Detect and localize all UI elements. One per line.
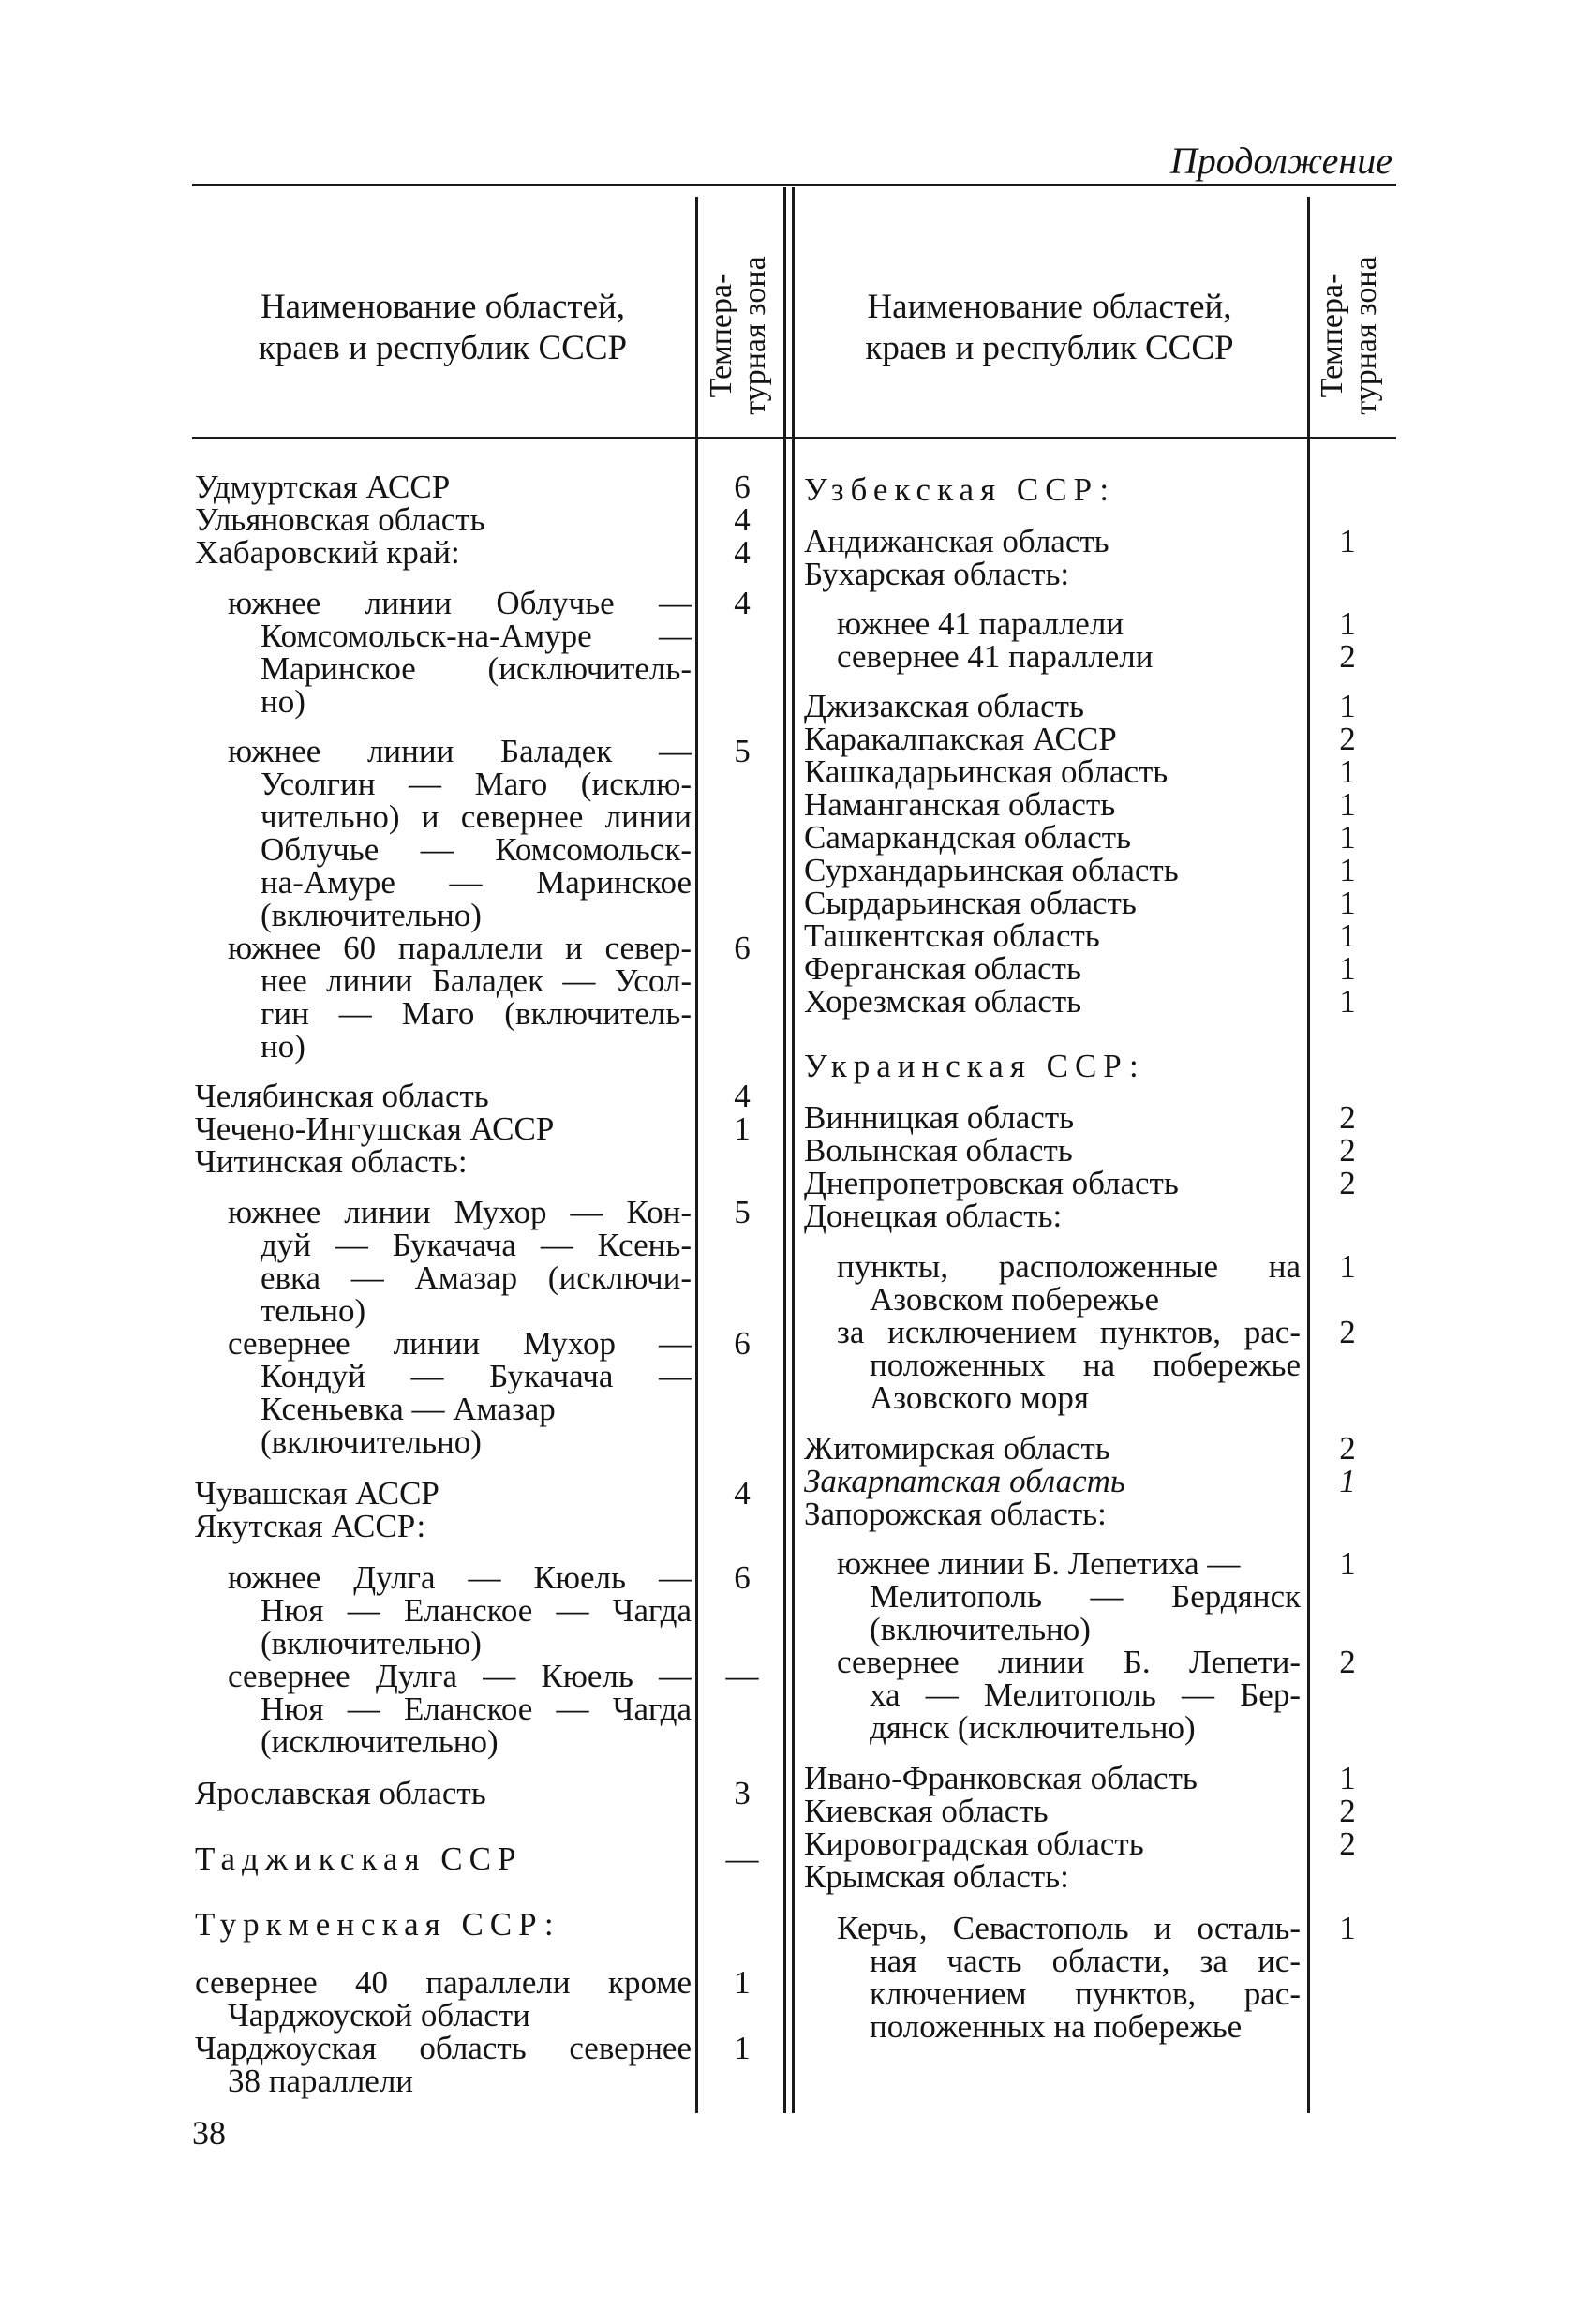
header-name-left: Наименование областей, краев и республик СССР: [258, 288, 628, 367]
table-row: (включительно): [261, 1625, 482, 1661]
zone-value: 4: [734, 534, 751, 571]
center-double-rule-b: [792, 187, 795, 2113]
zone-value: 1: [1339, 819, 1356, 856]
table-row: дуй — Букачача — Ксень-: [261, 1227, 692, 1263]
zone-value: 2: [1339, 1132, 1356, 1169]
table-row: (исключительно): [261, 1723, 499, 1760]
table-row: Узбекская ССР:: [804, 471, 1116, 508]
zone-value: —: [725, 1658, 759, 1694]
zone-value: 1: [1339, 523, 1356, 559]
table-row: Удмуртская АССР: [195, 469, 451, 505]
zone-value: 1: [1339, 1248, 1356, 1285]
zone-value: 1: [1339, 950, 1356, 987]
table-row: Ксеньевка — Амазар: [261, 1391, 556, 1427]
table-row: Сурхандарьинская область: [804, 852, 1179, 888]
zone-value: 1: [1339, 753, 1356, 790]
table-row: севернее линии Мухор —: [228, 1325, 692, 1362]
table-row: Читинская область:: [195, 1143, 468, 1180]
zone-value: 1: [734, 2030, 751, 2066]
header-name-right: Наименование областей, краев и республик СССР: [865, 288, 1234, 367]
zone-value: 2: [1339, 1099, 1356, 1136]
zone-value: 1: [1339, 1910, 1356, 1946]
table-row: тельно): [261, 1292, 366, 1329]
table-row: южнее линии Баладек —: [228, 733, 692, 769]
zone-value: 2: [1339, 1314, 1356, 1350]
right-name-zone-divider: [1307, 197, 1310, 2113]
table-row: Ташкентская область: [804, 917, 1100, 954]
table-row: Запорожская область:: [804, 1496, 1107, 1532]
header-zone-right: Темпера- турная зона: [1315, 256, 1383, 415]
zone-value: 5: [734, 1194, 751, 1230]
table-row: Украинская ССР:: [804, 1048, 1145, 1084]
zone-value: 4: [734, 501, 751, 538]
table-row: Маринское (исключитель-: [261, 650, 692, 687]
table-row: ключением пунктов, рас-: [870, 1975, 1301, 2012]
table-row: Туркменская ССР:: [195, 1906, 560, 1943]
table-row: Ярославская область: [195, 1775, 486, 1811]
table-row: Ивано-Франковская область: [804, 1760, 1198, 1796]
table-row: Житомирская область: [804, 1430, 1110, 1467]
table-row: Кировоградская область: [804, 1825, 1144, 1862]
table-row: Азовском побережье: [870, 1281, 1160, 1318]
zone-value: 2: [1339, 1430, 1356, 1467]
zone-value: 2: [1339, 638, 1356, 675]
zone-value: 1: [1339, 917, 1356, 954]
zone-value: 1: [1339, 852, 1356, 888]
zone-value: 1: [1339, 983, 1356, 1020]
table-row: Хабаровский край:: [195, 534, 460, 571]
zone-value: 1: [1339, 688, 1356, 724]
table-row: Керчь, Севастополь и осталь-: [837, 1910, 1301, 1946]
zone-value: 3: [734, 1775, 751, 1811]
table-row: Ульяновская область: [195, 501, 485, 538]
table-row: Чарджоуской области: [228, 1997, 530, 2034]
zone-value: 2: [1339, 1825, 1356, 1862]
zone-value: 6: [734, 469, 751, 505]
table-row: Каракалпакская АССР: [804, 721, 1117, 757]
table-row: евка — Амазар (исключи-: [261, 1259, 692, 1296]
table-row: за исключением пунктов, рас-: [837, 1314, 1301, 1350]
table-row: Самаркандская область: [804, 819, 1131, 856]
table-row: Мелитополь — Бердянск: [870, 1578, 1301, 1615]
table-row: Усолгин — Маго (исклю-: [261, 766, 692, 802]
continuation-label: Продолжение: [1169, 140, 1392, 182]
table-row: севернее линии Б. Лепети-: [837, 1644, 1301, 1680]
table-row: Азовского моря: [870, 1379, 1089, 1416]
table-row: положенных на побережье: [870, 2008, 1243, 2045]
zone-value: 4: [734, 1078, 751, 1114]
center-double-rule-a: [783, 187, 786, 2113]
table-row: Киевская область: [804, 1793, 1049, 1829]
zone-value: 1: [1339, 1463, 1356, 1499]
table-row: Ферганская область: [804, 950, 1081, 987]
table-row: ная часть области, за ис-: [870, 1943, 1301, 1979]
zone-value: 1: [1339, 1760, 1356, 1796]
table-row: (включительно): [870, 1611, 1091, 1647]
table-row: гин — Маго (включитель-: [261, 995, 692, 1032]
table-row: Нюя — Еланское — Чагда: [261, 1592, 692, 1629]
table-row: южнее линии Облучье —: [228, 585, 692, 621]
table-row: Днепропетровская область: [804, 1165, 1179, 1201]
table-row: южнее 41 параллели: [837, 605, 1124, 642]
page-number: 38: [192, 2114, 226, 2152]
table-row: пункты, расположенные на: [837, 1248, 1301, 1285]
table-row: Чарджоуская область севернее: [195, 2030, 692, 2066]
zone-value: 2: [1339, 1165, 1356, 1201]
zone-value: 2: [1339, 721, 1356, 757]
table-row: Донецкая область:: [804, 1198, 1063, 1234]
zone-value: 6: [734, 930, 751, 966]
table-row: 38 параллели: [228, 2063, 414, 2099]
table-row: чительно) и севернее линии: [261, 798, 692, 835]
zone-value: 6: [734, 1559, 751, 1596]
zone-value: 1: [1339, 605, 1356, 642]
table-row: Облучье — Комсомольск-: [261, 831, 692, 868]
table-row: Чечено-Ингушская АССР: [195, 1110, 555, 1147]
table-row: дянск (исключительно): [870, 1709, 1196, 1746]
table-row: южнее линии Мухор — Кон-: [228, 1194, 692, 1230]
zone-value: 2: [1339, 1644, 1356, 1680]
zone-value: 1: [1339, 885, 1356, 921]
table-row: нее линии Баладек — Усол-: [261, 962, 692, 999]
header-zone-left: Темпера- турная зона: [704, 256, 772, 415]
table-row: (включительно): [261, 1423, 482, 1460]
table-row: севернее Дулга — Кюель —: [228, 1658, 692, 1694]
table-row: Чувашская АССР: [195, 1475, 439, 1512]
table-row: ха — Мелитополь — Бер-: [870, 1676, 1301, 1713]
table-row: южнее линии Б. Лепетиха —: [837, 1545, 1241, 1582]
table-row: Закарпатская область: [804, 1463, 1125, 1499]
table-row: севернее 40 параллели кроме: [195, 1964, 692, 2001]
table-row: Кашкадарьинская область: [804, 753, 1169, 790]
zone-value: 1: [734, 1110, 751, 1147]
table-row: Бухарская область:: [804, 556, 1070, 592]
table-row: Сырдарьинская область: [804, 885, 1137, 921]
zone-value: 1: [734, 1964, 751, 2001]
table-row: Волынская область: [804, 1132, 1073, 1169]
table-row: Якутская АССР:: [195, 1508, 426, 1544]
table-row: положенных на побережье: [870, 1347, 1301, 1383]
zone-value: 1: [1339, 786, 1356, 823]
table-row: Нюя — Еланское — Чагда: [261, 1691, 692, 1727]
table-row: Наманганская область: [804, 786, 1116, 823]
table-row: Комсомольск-на-Амуре —: [261, 618, 692, 654]
table-row: на-Амуре — Маринское: [261, 864, 692, 901]
zone-value: —: [725, 1840, 759, 1877]
table-row: Хорезмская область: [804, 983, 1082, 1020]
zone-value: 6: [734, 1325, 751, 1362]
zone-value: 4: [734, 585, 751, 621]
table-row: Таджикская ССР: [195, 1840, 523, 1877]
table-row: Кондуй — Букачача —: [261, 1358, 692, 1394]
table-row: но): [261, 1028, 305, 1065]
table-row: Винницкая область: [804, 1099, 1075, 1136]
table-row: (включительно): [261, 897, 482, 933]
zone-value: 1: [1339, 1545, 1356, 1582]
table-row: Андижанская область: [804, 523, 1109, 559]
left-name-zone-divider: [695, 197, 698, 2113]
zone-value: 4: [734, 1475, 751, 1512]
table-top-rule: [192, 184, 1396, 186]
zone-value: 5: [734, 733, 751, 769]
table-row: Джизакская область: [804, 688, 1084, 724]
table-row: но): [261, 683, 305, 720]
table-row: южнее Дулга — Кюель —: [228, 1559, 692, 1596]
table-row: Крымская область:: [804, 1858, 1069, 1895]
zone-value: 2: [1339, 1793, 1356, 1829]
table-row: севернее 41 параллели: [837, 638, 1154, 675]
table-row: Челябинская область: [195, 1078, 489, 1114]
table-row: южнее 60 параллели и север-: [228, 930, 692, 966]
